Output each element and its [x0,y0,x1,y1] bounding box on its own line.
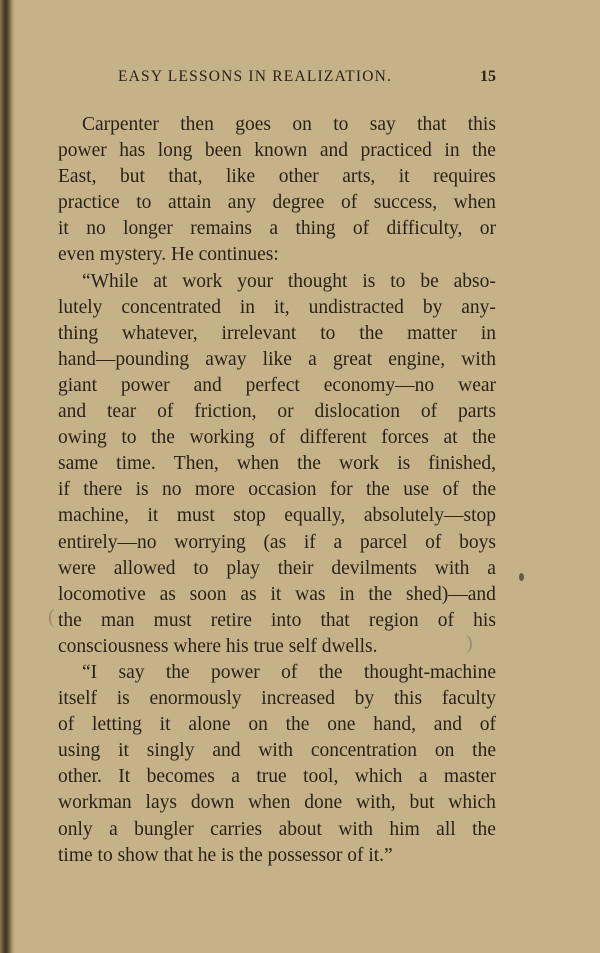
text-line: practice to attain any degree of success, when [58,192,496,214]
text-line: it no longer remains a thing of difficulty, or [58,218,496,240]
running-title: EASY LESSONS IN REALIZATION. [118,68,393,85]
ink-speck [519,573,524,581]
paragraph [58,269,496,660]
text-line: same time. Then, when the work is finished, [58,453,496,475]
text-line: East, but that, like other arts, it requires [58,166,496,188]
text-line: machine, it must stop equally, absolutely—stop [58,505,496,527]
body-text [58,112,496,869]
text-line: workman lays down when done with, but which [58,792,496,814]
text-line: locomotive as soon as it was in the shed)—and [58,583,496,605]
text-line: owing to the working of different forces at the [58,427,496,449]
text-line: thing whatever, irrelevant to the matter in [58,322,496,344]
text-line: using it singly and with concentration on the [58,740,496,762]
text-line: hand—pounding away like a great engine, with [58,348,496,370]
text-line: power has long been known and practiced in the [58,140,496,162]
text-line: of letting it alone on the one hand, and of [58,714,496,736]
text-line: consciousness where his true self dwells. [58,635,378,657]
text-line: were allowed to play their devilments with a [58,557,496,579]
text-line: lutely concentrated in it, undistracted by any- [58,296,496,318]
text-line: “I say the power of the thought-machine [82,661,496,683]
text-line: giant power and perfect economy—no wear [58,374,496,396]
book-spine-gutter [0,0,16,953]
text-line: only a bungler carries about with him all the [58,818,496,840]
paragraph [58,660,496,869]
text-line: itself is enormously increased by this faculty [58,688,496,710]
margin-mark-left: ( [48,606,55,628]
text-line: entirely—no worrying (as if a parcel of boys [58,531,496,553]
text-line: “While at work your thought is to be abso- [82,270,496,292]
text-line: even mystery. He continues: [58,244,279,266]
text-line: and tear of friction, or dislocation of parts [58,401,496,423]
text-line: the man must retire into that region of his [58,609,496,631]
paragraph [58,112,496,269]
text-line: other. It becomes a true tool, which a master [58,766,496,788]
text-line: if there is no more occasion for the use of the [58,479,496,501]
margin-mark-right: ) [466,632,473,654]
running-head [118,68,496,86]
text-line: Carpenter then goes on to say that this [82,114,496,135]
page-number: 15 [480,68,496,85]
text-line: time to show that he is the possessor of it.” [58,844,393,866]
